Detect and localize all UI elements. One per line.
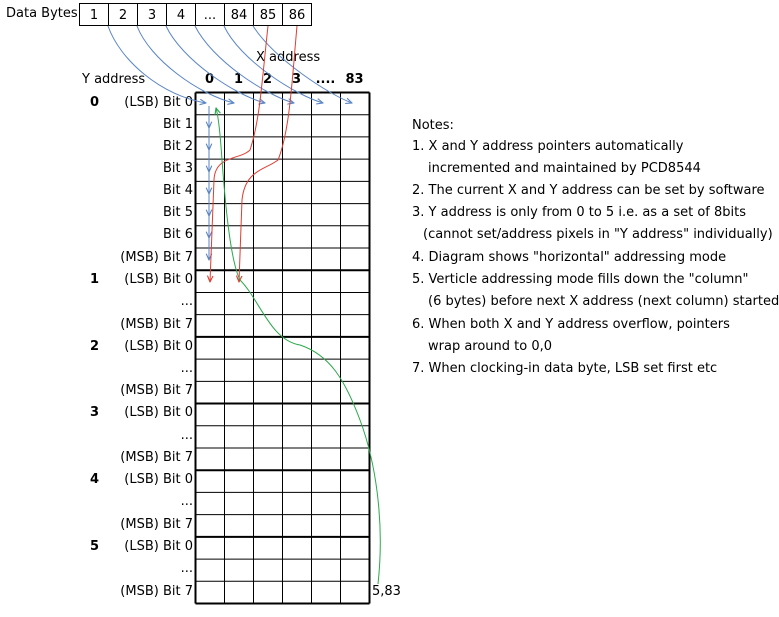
- bank4-lsb-label: (LSB) Bit 0: [124, 472, 193, 487]
- bank0-bit7-label: (MSB) Bit 7: [120, 250, 193, 265]
- note-line-1b: incremented and maintained by PCD8544: [428, 161, 701, 176]
- notes-title: Notes:: [412, 118, 454, 133]
- pixel-grid: [196, 93, 370, 604]
- note-line-3: 3. Y address is only from 0 to 5 i.e. as a set of 8bits: [412, 205, 746, 220]
- y-bank-4: 4: [90, 472, 100, 487]
- wrap-around-arrow: [216, 108, 380, 584]
- bank0-bit6-label: Bit 6: [162, 227, 193, 242]
- data-byte-3: 3: [147, 8, 157, 23]
- bank0-bit2-label: Bit 2: [162, 139, 193, 154]
- data-bytes-row: [80, 4, 312, 26]
- note-line-6: 6. When both X and Y address overflow, pointers: [412, 317, 730, 332]
- bank2-ellipsis: ...: [180, 361, 193, 376]
- x-col-header-2: 2: [262, 72, 273, 87]
- data-byte-ellipsis: ...: [203, 8, 217, 23]
- arrow-byte4-col3: [195, 26, 294, 103]
- bank5-msb-label: (MSB) Bit 7: [120, 584, 193, 599]
- x-col-header-3: 3: [291, 72, 302, 87]
- x-col-header-1: 1: [233, 72, 244, 87]
- bank1-lsb-label: (LSB) Bit 0: [124, 272, 193, 287]
- note-line-7: 7. When clocking-in data byte, LSB set first etc: [412, 361, 718, 376]
- bank4-msb-label: (MSB) Bit 7: [120, 517, 193, 532]
- bank0-bit5-label: Bit 5: [162, 205, 193, 220]
- data-byte-2: 2: [118, 8, 128, 23]
- bank0-bit3-label: Bit 3: [162, 161, 193, 176]
- arrow-byte1-col0: [108, 26, 206, 103]
- y-bank-3: 3: [90, 405, 100, 420]
- bank1-ellipsis: ...: [180, 294, 193, 309]
- arrow-byte85-bank1-col0: [210, 26, 268, 282]
- data-bytes-label: Data Bytes: [6, 6, 78, 21]
- y-address-title: Y address: [82, 72, 146, 87]
- note-line-5: 5. Verticle addressing mode fills down the "column": [412, 272, 749, 287]
- bank5-lsb-label: (LSB) Bit 0: [124, 539, 193, 554]
- data-byte-84: 84: [230, 8, 248, 23]
- blue-column-arrows: [108, 26, 352, 103]
- bank3-ellipsis: ...: [180, 428, 193, 443]
- arrow-byte86-bank1-col1: [239, 26, 297, 282]
- x-col-header-83: 83: [345, 72, 364, 87]
- bank4-ellipsis: ...: [180, 494, 193, 509]
- note-line-2: 2. The current X and Y address can be set by software: [412, 183, 765, 198]
- arrow-byte2-col1: [137, 26, 234, 103]
- note-line-1: 1. X and Y address pointers automatically: [412, 139, 684, 154]
- x-address-title: X address: [256, 50, 321, 65]
- y-bank-5: 5: [90, 539, 100, 554]
- arrow-byte-ellipsis-col: [224, 26, 323, 103]
- note-line-4: 4. Diagram shows "horizontal" addressing mode: [412, 250, 727, 265]
- arrow-byte84-col83: [253, 26, 352, 103]
- bank3-msb-label: (MSB) Bit 7: [120, 450, 193, 465]
- data-byte-85: 85: [259, 8, 277, 23]
- bank3-lsb-label: (LSB) Bit 0: [124, 405, 193, 420]
- note-line-6b: wrap around to 0,0: [428, 339, 553, 354]
- corner-label: 5,83: [372, 584, 401, 599]
- bank0-bit4-label: Bit 4: [162, 183, 193, 198]
- data-byte-86: 86: [288, 8, 306, 23]
- bank2-msb-label: (MSB) Bit 7: [120, 383, 193, 398]
- bank0-bit1-label: Bit 1: [162, 117, 193, 132]
- x-col-header-dots: ....: [315, 72, 336, 87]
- bank2-lsb-label: (LSB) Bit 0: [124, 339, 193, 354]
- y-bank-1: 1: [90, 272, 100, 287]
- y-bank-2: 2: [90, 339, 100, 354]
- note-line-3b: (cannot set/address pixels in "Y address" individually): [423, 227, 773, 242]
- x-col-header-0: 0: [204, 72, 215, 87]
- data-byte-4: 4: [176, 8, 186, 23]
- arrow-byte3-col2: [166, 26, 265, 103]
- data-byte-1: 1: [89, 8, 99, 23]
- note-line-5b: (6 bytes) before next X address (next column) started: [428, 294, 779, 309]
- bank5-ellipsis: ...: [180, 561, 193, 576]
- bank0-bit0-label: (LSB) Bit 0: [124, 95, 193, 110]
- y-bank-0: 0: [90, 95, 100, 110]
- bank1-msb-label: (MSB) Bit 7: [120, 317, 193, 332]
